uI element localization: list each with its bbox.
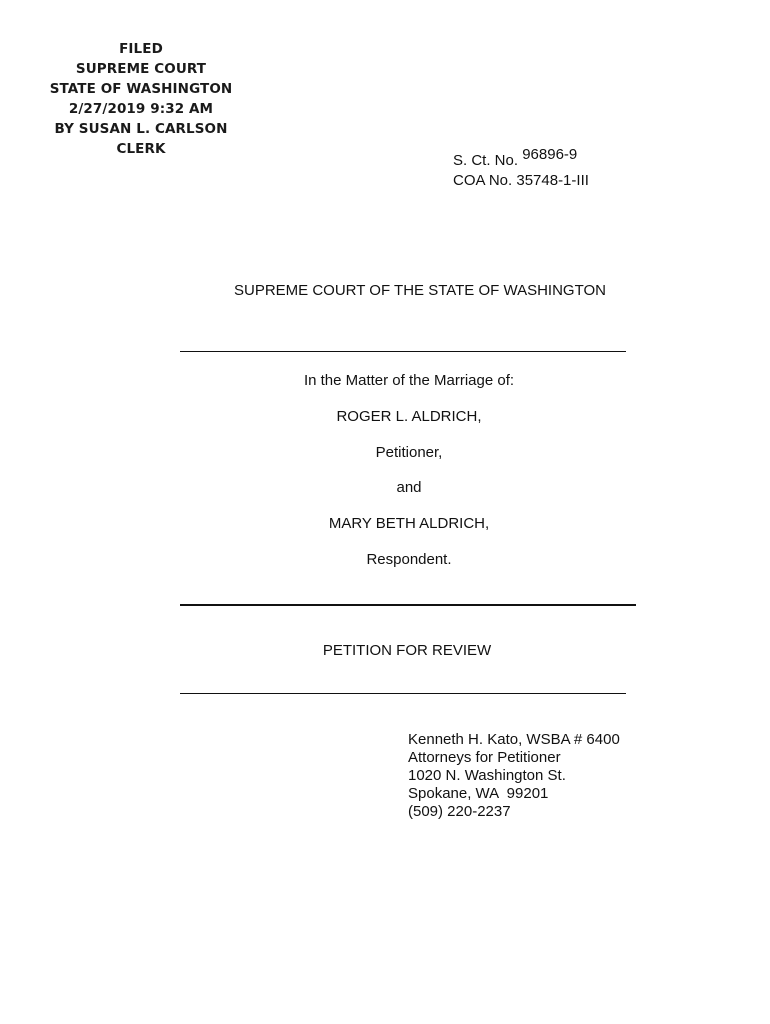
caption-top-rule <box>180 351 626 352</box>
stamp-court: SUPREME COURT <box>75 61 207 77</box>
stamp-clerk-name: BY SUSAN L. CARLSON <box>54 121 228 137</box>
caption-intro: In the Matter of the Marriage of: <box>303 372 515 389</box>
document-title: PETITION FOR REVIEW <box>322 642 492 659</box>
coa-case-number: COA No. 35748-1-III <box>453 172 589 189</box>
attorney-city: Spokane, WA 99201 <box>408 785 549 802</box>
stamp-filed: FILED <box>119 41 163 57</box>
stamp-datetime: 2/27/2019 9:32 AM <box>68 101 214 117</box>
caption-conjunction: and <box>396 479 422 496</box>
filing-stamp <box>40 39 242 159</box>
attorney-name: Kenneth H. Kato, WSBA # 6400 <box>408 731 620 748</box>
case-numbers <box>453 146 589 191</box>
caption-bottom-rule <box>180 604 636 606</box>
title-bottom-rule <box>180 693 626 694</box>
respondent-name: MARY BETH ALDRICH, <box>328 515 490 532</box>
sct-number: 96896-9 <box>522 146 578 163</box>
respondent-role: Respondent. <box>366 551 452 568</box>
stamp-clerk-title: CLERK <box>116 141 166 157</box>
attorney-street: 1020 N. Washington St. <box>408 767 566 784</box>
sct-label: S. Ct. No. <box>453 152 519 169</box>
court-name: SUPREME COURT OF THE STATE OF WASHINGTON <box>234 282 606 299</box>
attorney-block <box>408 731 620 821</box>
petitioner-role: Petitioner, <box>375 444 443 461</box>
supreme-court-case-number <box>453 146 589 171</box>
attorney-role: Attorneys for Petitioner <box>408 749 561 766</box>
petitioner-name: ROGER L. ALDRICH, <box>336 408 482 425</box>
attorney-phone: (509) 220-2237 <box>408 803 511 820</box>
stamp-state: STATE OF WASHINGTON <box>49 81 233 97</box>
